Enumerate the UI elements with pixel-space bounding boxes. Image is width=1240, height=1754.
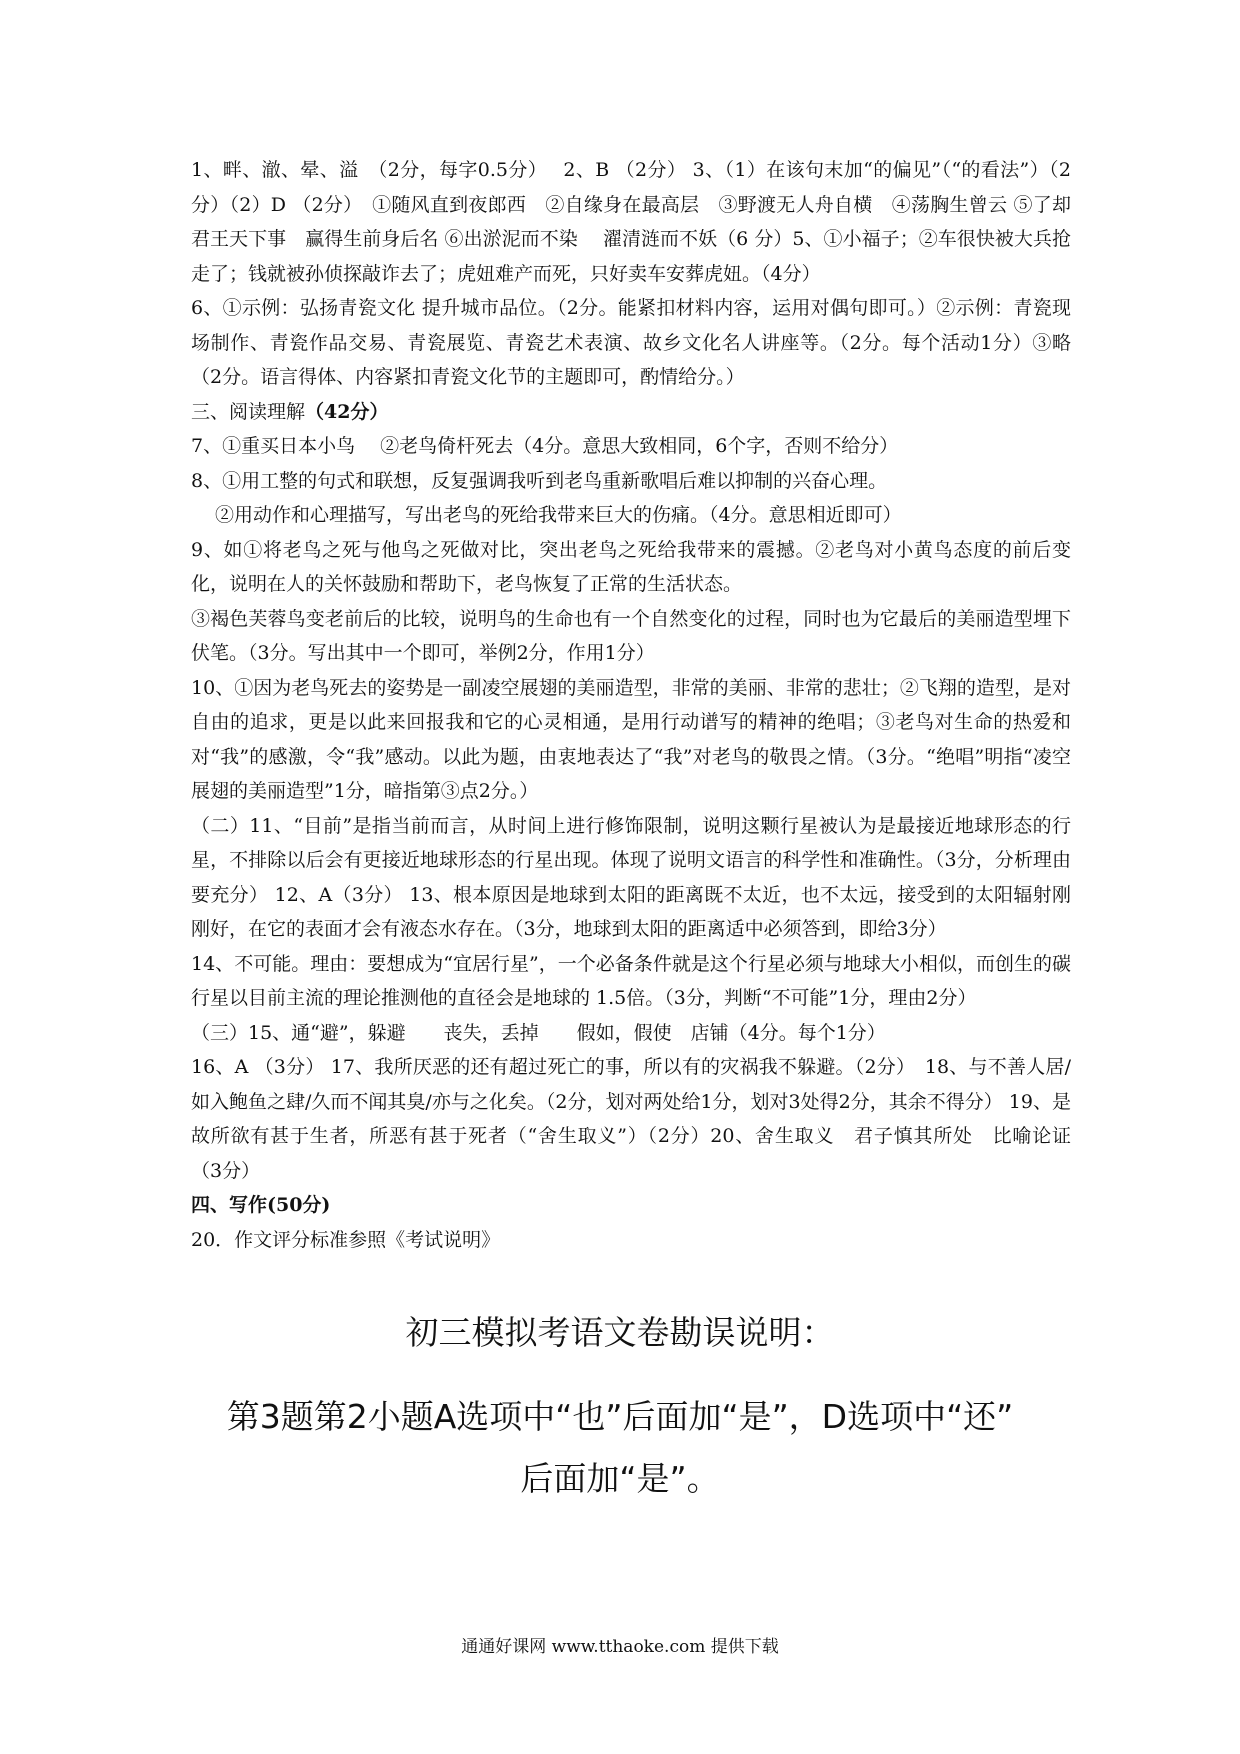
- section-heading-score: （42分）: [305, 400, 389, 423]
- answer-para-9b: ③褐色芙蓉鸟变老前后的比较，说明鸟的生命也有一个自然变化的过程，同时也为它最后的美丽造型埋下伏笔。（3分。写出其中一个即可，举例2分，作用1分）: [191, 607, 1071, 664]
- answer-key: [191, 153, 1071, 1257]
- section-heading-text: 三、阅读理解: [191, 400, 306, 423]
- answer-para-16: 16、A （3分） 17、我所厌恶的还有超过死亡的事，所以有的灾祸我不躲避。（2分） 18、与不善人居/如入鲍鱼之肆/久而不闻其臭/亦与之化矣。（2分，划对两处给1分，划对3处得2分，其余不得分） 19、是故所欲有甚于生者，所恶有甚于死者（“舍生取义”）（2分）20、舍生取义 君子慎其所处 比喻论证 （3分）: [191, 1056, 1071, 1182]
- section-heading-writing: 四、写作(50分): [191, 1194, 331, 1216]
- answer-para-14: 14、不可能。理由：要想成为“宜居行星”，一个必备条件就是这个行星必须与地球大小相似，而创生的碳行星以目前主流的理论推测他的直径会是地球的 1.5倍。（3分，判断“不可能”1分，理由2分）: [191, 952, 1071, 1009]
- answer-para-8b: ②用动作和心理描写，写出老鸟的死给我带来巨大的伤痛。（4分。意思相近即可）: [215, 504, 902, 526]
- answer-para-8a: 8、①用工整的句式和联想，反复强调我听到老鸟重新歌唱后难以抑制的兴奋心理。: [191, 469, 888, 492]
- answer-para-9a: 9、如①将老鸟之死与他鸟之死做对比，突出老鸟之死给我带来的震撼。②老鸟对小黄鸟态度的前后变化，说明在人的关怀鼓励和帮助下，老鸟恢复了正常的生活状态。: [191, 538, 1071, 595]
- answer-para-6: 6、①示例：弘扬青瓷文化 提升城市品位。（2分。能紧扣材料内容，运用对偶句即可。）②示例：青瓷现场制作、青瓷作品交易、青瓷展览、青瓷艺术表演、故乡文化名人讲座等。（2分。每个活动1分）③略（2分。语言得体、内容紧扣青瓷文化节的主题即可，酌情给分。）: [191, 297, 1071, 388]
- answer-para-10: 10、①因为老鸟死去的姿势是一副凌空展翅的美丽造型，非常的美丽、非常的悲壮；②飞翔的造型，是对自由的追求，更是以此来回报我和它的心灵相通，是用行动谱写的精神的绝唱；③老鸟对生命的热爱和对“我”的感激，令“我”感动。以此为题，由衷地表达了“我”对老鸟的敬畏之情。（3分。“绝唱”明指“凌空展翅的美丽造型”1分，暗指第③点2分。）: [191, 676, 1071, 802]
- answer-para-1: 1、畔、澈、晕、溢 （2分，每字0.5分） 2、B （2分） 3、（1）在该句末加“的偏见”（“的看法”）（2分）（2）D （2分） ①随风直到夜郎西 ②自缘身在最高层 ③野渡无人舟自横 ④荡胸生曾云 ⑤了却君王天下事 赢得生前身后名 ⑥出淤泥而不染 濯清涟而不妖（6 分）5、①小福子；②车很快被大兵抢走了；钱就被孙侦探敲诈去了；虎妞难产而死，只好卖车安葬虎妞。（4分）: [191, 159, 1071, 285]
- errata-notice: [160, 1312, 1080, 1510]
- download-footer: 通通好课网 www.tthaoke.com 提供下载: [461, 1637, 779, 1657]
- answer-para-15: （三）15、通“避”，躲避 丧失，丢掉 假如，假使 店铺（4分。每个1分）: [191, 1021, 886, 1044]
- errata-line-2: 后面加“是”。: [520, 1459, 720, 1498]
- errata-title: 初三模拟考语文卷勘误说明：: [405, 1313, 835, 1352]
- errata-line-1: 第3题第2小题A选项中“也”后面加“是”，D选项中“还”: [226, 1397, 1014, 1436]
- answer-para-11: （二）11、“目前”是指当前而言，从时间上进行修饰限制，说明这颗行星被认为是最接近地球形态的行星，不排除以后会有更接近地球形态的行星出现。体现了说明文语言的科学性和准确性。（3分，分析理由要充分） 12、A（3分） 13、根本原因是地球到太阳的距离既不太近，也不太远，接受到的太阳辐射刚刚好，在它的表面才会有液态水存在。（3分，地球到太阳的距离适中必须答到，即给3分）: [191, 814, 1071, 940]
- section-heading-reading: [191, 395, 1071, 430]
- answer-para-7: 7、①重买日本小鸟 ②老鸟倚杆死去（4分。意思大致相同，6个字，否则不给分）: [191, 435, 899, 457]
- answer-para-20: 20．作文评分标准参照《考试说明》: [191, 1228, 501, 1251]
